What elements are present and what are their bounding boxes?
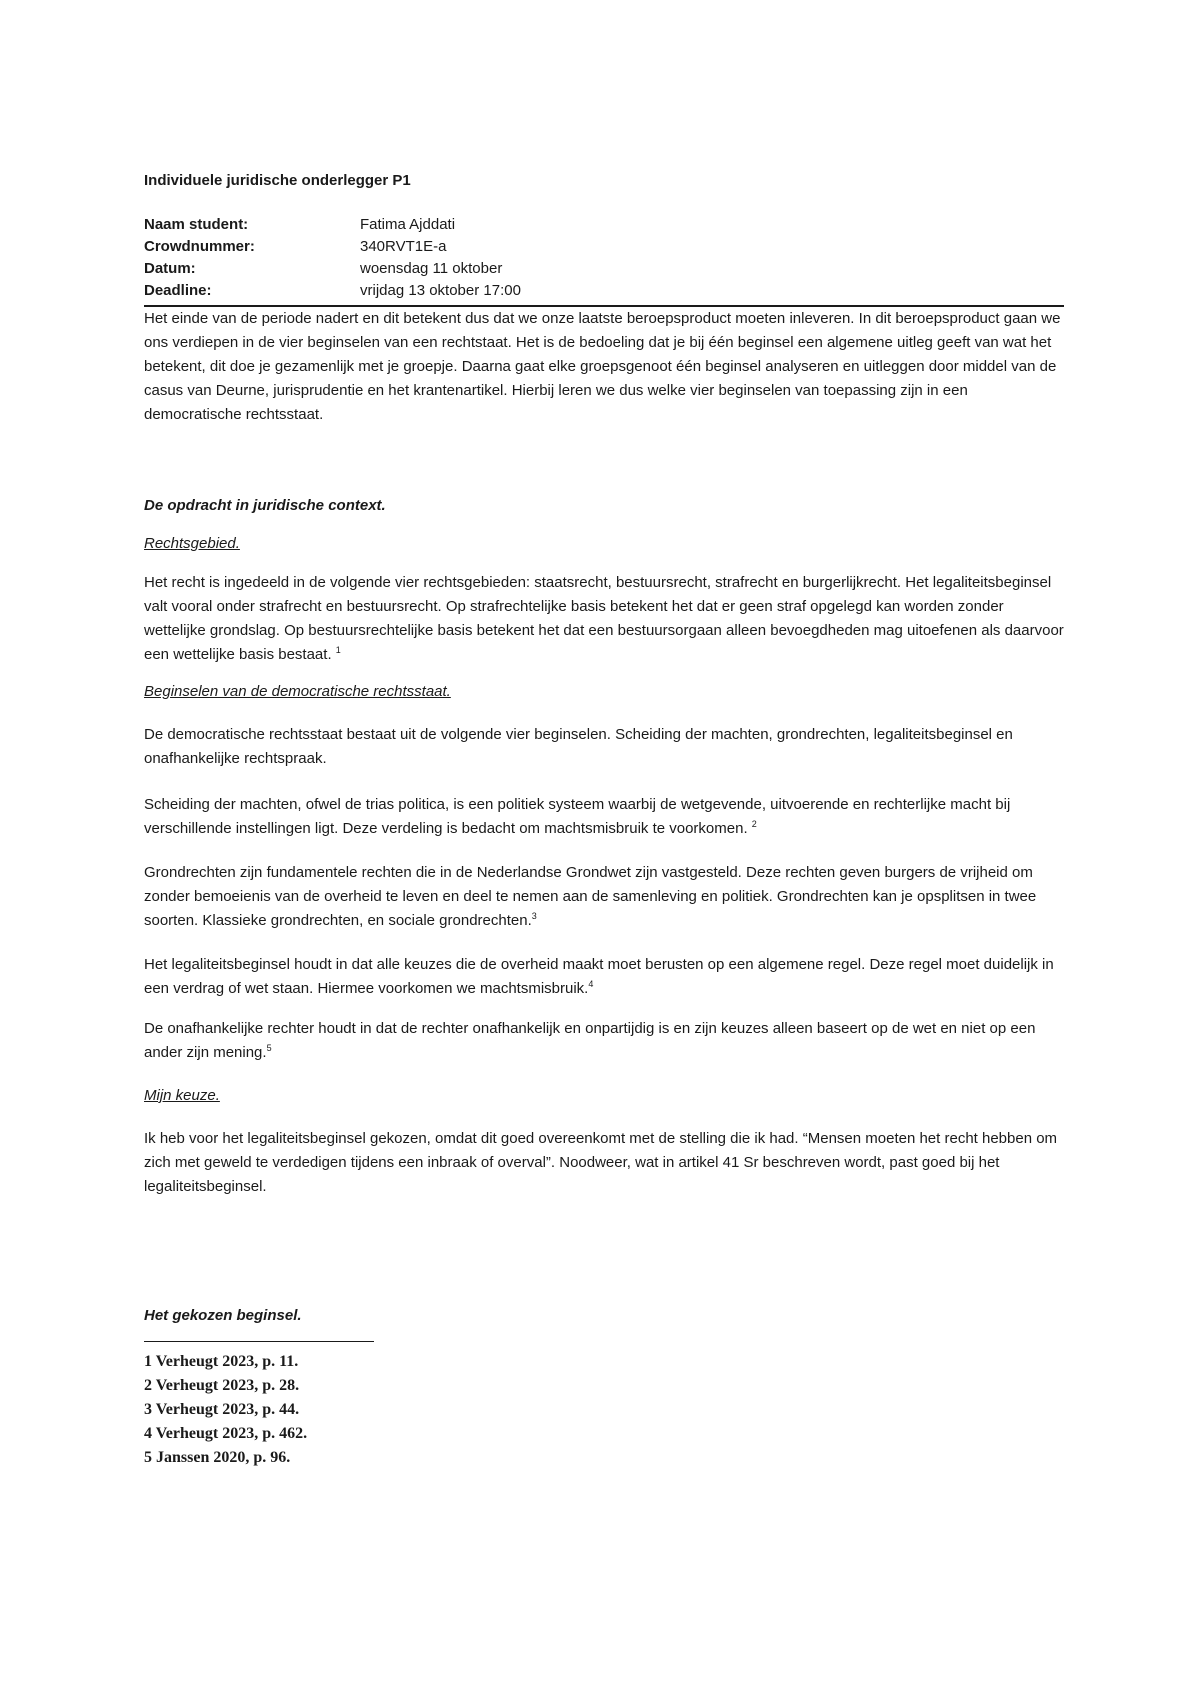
rechtsgebied-text: Het recht is ingedeeld in de volgende vier rechtsgebieden: staatsrecht, bestuursrecht, strafrecht en burgerlijkrecht. Het legaliteitsbeginsel valt vooral onder strafrecht en bestuursrecht. Op strafrechtelijke basis betekent het dat er geen straf opgelegd kan worden zonder wettelijke grondslag. Op bestuursrechtelijke basis betekent het dat een bestuursorgaan alleen bevoegdheden mag uitoefenen als daarvoor een wettelijke basis bestaat. xyxy=(144,574,1064,663)
meta-value: 340RVT1E-a xyxy=(360,238,447,255)
footnote-item: 5 Janssen 2020, p. 96. xyxy=(144,1449,291,1466)
subheading-beginselen: Beginselen van de democratische rechtsstaat. xyxy=(144,683,451,700)
footnote-ref: 3 xyxy=(531,911,537,921)
meta-row-name xyxy=(144,214,1064,236)
footnote-item: 3 Verheugt 2023, p. 44. xyxy=(144,1401,300,1418)
student-info-table xyxy=(144,214,1064,302)
section-heading-context: De opdracht in juridische context. xyxy=(144,497,386,514)
beginselen-intro-paragraph: De democratische rechtsstaat bestaat uit de volgende vier beginselen. Scheiding der machten, grondrechten, legaliteitsbeginsel en onafhankelijke rechtspraak. xyxy=(144,726,1013,767)
scheiding-text: Scheiding der machten, ofwel de trias politica, is een politiek systeem waarbij de wetgevende, uitvoerende en rechterlijke macht bij verschillende instellingen ligt. Deze verdeling is bedacht om machtsmisbruik te voorkomen. xyxy=(144,796,1011,837)
footnote-ref: 2 xyxy=(751,819,757,829)
meta-label: Deadline: xyxy=(144,282,212,299)
meta-row-deadline xyxy=(144,280,1064,302)
footnote-item: 4 Verheugt 2023, p. 462. xyxy=(144,1425,308,1442)
meta-value: vrijdag 13 oktober 17:00 xyxy=(360,282,521,299)
meta-value: Fatima Ajddati xyxy=(360,216,456,233)
grondrechten-text: Grondrechten zijn fundamentele rechten die in de Nederlandse Grondwet zijn vastgesteld. Deze rechten geven burgers de vrijheid om zonder bemoeienis van de overheid te leven en deel te nemen aan de samenleving en politiek. Grondrechten kan je opsplitsen in twee soorten. Klassieke grondrechten, en sociale grondrechten. xyxy=(144,864,1037,929)
meta-value: woensdag 11 oktober xyxy=(360,260,503,277)
footnote-divider xyxy=(144,1341,374,1342)
section-heading-gekozen: Het gekozen beginsel. xyxy=(144,1307,302,1324)
rechtsgebied-paragraph xyxy=(144,571,1064,667)
meta-label: Datum: xyxy=(144,260,196,277)
rechter-paragraph xyxy=(144,1017,1064,1065)
rechter-text: De onafhankelijke rechter houdt in dat de rechter onafhankelijk en onpartijdig is en zijn keuzes alleen baseert op de wet en niet op een ander zijn mening. xyxy=(144,1020,1036,1061)
scheiding-paragraph xyxy=(144,793,1064,841)
document-page xyxy=(144,170,1064,1470)
footnote-ref: 5 xyxy=(266,1043,272,1053)
footnote-list xyxy=(144,1350,1064,1470)
meta-label: Crowdnummer: xyxy=(144,238,255,255)
footnote-ref: 1 xyxy=(335,645,341,655)
footnote-item: 1 Verheugt 2023, p. 11. xyxy=(144,1353,299,1370)
subheading-mijn-keuze: Mijn keuze. xyxy=(144,1087,220,1104)
footnote-ref: 4 xyxy=(588,979,594,989)
keuze-paragraph: Ik heb voor het legaliteitsbeginsel gekozen, omdat dit goed overeenkomt met de stelling die ik had. “Mensen moeten het recht hebben om zich met geweld te verdedigen tijdens een inbraak of overval”. Noodweer, wat in artikel 41 Sr beschreven wordt, past goed bij het legaliteitsbeginsel. xyxy=(144,1130,1058,1195)
footnote-item: 2 Verheugt 2023, p. 28. xyxy=(144,1377,300,1394)
meta-row-crowdnummer xyxy=(144,236,1064,258)
document-title: Individuele juridische onderlegger P1 xyxy=(144,172,411,189)
legaliteit-text: Het legaliteitsbeginsel houdt in dat alle keuzes die de overheid maakt moet berusten op een algemene regel. Deze regel moet duidelijk in een verdrag of wet staan. Hiermee voorkomen we machtsmisbruik. xyxy=(144,956,1054,997)
intro-paragraph: Het einde van de periode nadert en dit betekent dus dat we onze laatste beroepsproduct moeten inleveren. In dit beroepsproduct gaan we ons verdiepen in de vier beginselen van een rechtstaat. Het is de bedoeling dat je bij één beginsel een algemene uitleg geeft van wat het betekent, dit doe je gezamenlijk met je groepje. Daarna gaat elke groepsgenoot één beginsel analyseren en uitleggen door middel van de casus van Deurne, jurisprudentie en het krantenartikel. Hierbij leren we dus welke vier beginselen van toepassing zijn in een democratische rechtsstaat. xyxy=(144,310,1061,423)
meta-label: Naam student: xyxy=(144,216,249,233)
legaliteit-paragraph xyxy=(144,953,1064,1001)
grondrechten-paragraph xyxy=(144,861,1064,933)
meta-row-datum xyxy=(144,258,1064,280)
subheading-rechtsgebied: Rechtsgebied. xyxy=(144,535,240,552)
